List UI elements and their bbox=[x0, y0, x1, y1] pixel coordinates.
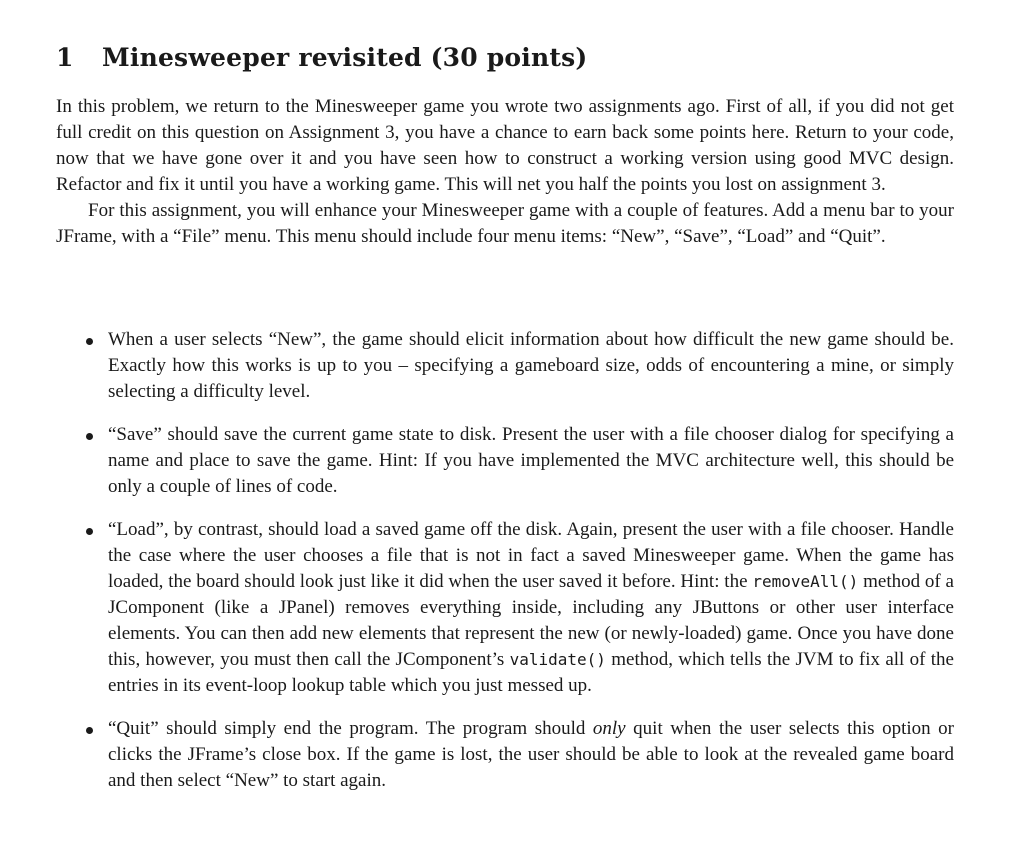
list-item-new bbox=[56, 327, 954, 405]
intro-paragraph-2: For this assignment, you will enhance your Minesweeper game with a couple of features. Add a menu bar to your JFrame, with a “File” menu. This menu should include four menu items: “New”, “Save”, “Load” and “Quit”. bbox=[56, 200, 954, 247]
text-run: “Quit” should simply end the program. The program should bbox=[108, 718, 593, 739]
intro-text bbox=[56, 94, 954, 250]
code-remove-all: removeAll() bbox=[752, 572, 859, 591]
requirements-list bbox=[56, 327, 954, 811]
list-item-text bbox=[108, 519, 954, 696]
section-number: 1 bbox=[56, 43, 74, 72]
bullet-icon bbox=[86, 528, 93, 535]
intro-paragraph-1: In this problem, we return to the Minesweeper game you wrote two assignments ago. First of all, if you did not get full credit on this question on Assignment 3, you have a chance to earn back some points here. Return to your code, now that we have gone over it and you have seen how to construct a working version using good MVC design. Refactor and fix it until you have a working game. This will net you half the points you lost on assignment 3. bbox=[56, 96, 954, 195]
text-run: “Load”, by contrast, should load a saved game off the disk. Again, present the user with a file chooser. Handle the case where the user chooses a file that is not in fact a saved Minesweeper game. When the game has loaded, the board should look just like it did when the user saved it before. Hint: the bbox=[108, 519, 954, 592]
list-item-load bbox=[56, 517, 954, 699]
list-item-text: “Save” should save the current game state to disk. Present the user with a file chooser dialog for specifying a name and place to save the game. Hint: If you have implemented the MVC architecture well, this should be only a couple of lines of code. bbox=[108, 424, 954, 497]
bullet-icon bbox=[86, 727, 93, 734]
text-run: method of a JComponent (like a JPanel) removes everything inside, including any JButtons or other user interface elements. You can then add new elements that represent the new (or newly-loaded) game. Once you have done this, however, you must then call the JComponent’s bbox=[108, 571, 954, 670]
list-item-quit bbox=[56, 716, 954, 794]
text-run: quit when the user selects this option or clicks the JFrame’s close box. If the game is lost, the user should be able to look at the revealed game board and then select “New” to start again. bbox=[108, 718, 955, 791]
section-heading bbox=[56, 40, 587, 76]
list-item-save bbox=[56, 422, 954, 500]
list-item-text bbox=[108, 718, 954, 791]
emphasis-only: only bbox=[592, 718, 626, 739]
bullet-icon bbox=[86, 338, 93, 345]
bullet-icon bbox=[86, 433, 93, 440]
section-title: Minesweeper revisited (30 points) bbox=[102, 43, 588, 72]
code-validate: validate() bbox=[509, 650, 606, 669]
text-run: method, which tells the JVM to fix all of the entries in its event-loop lookup table which you just messed up. bbox=[108, 649, 954, 696]
list-item-text: When a user selects “New”, the game should elicit information about how difficult the new game should be. Exactly how this works is up to you – specifying a gameboard size, odds of encountering a mine, or simply selecting a difficulty level. bbox=[108, 329, 954, 402]
